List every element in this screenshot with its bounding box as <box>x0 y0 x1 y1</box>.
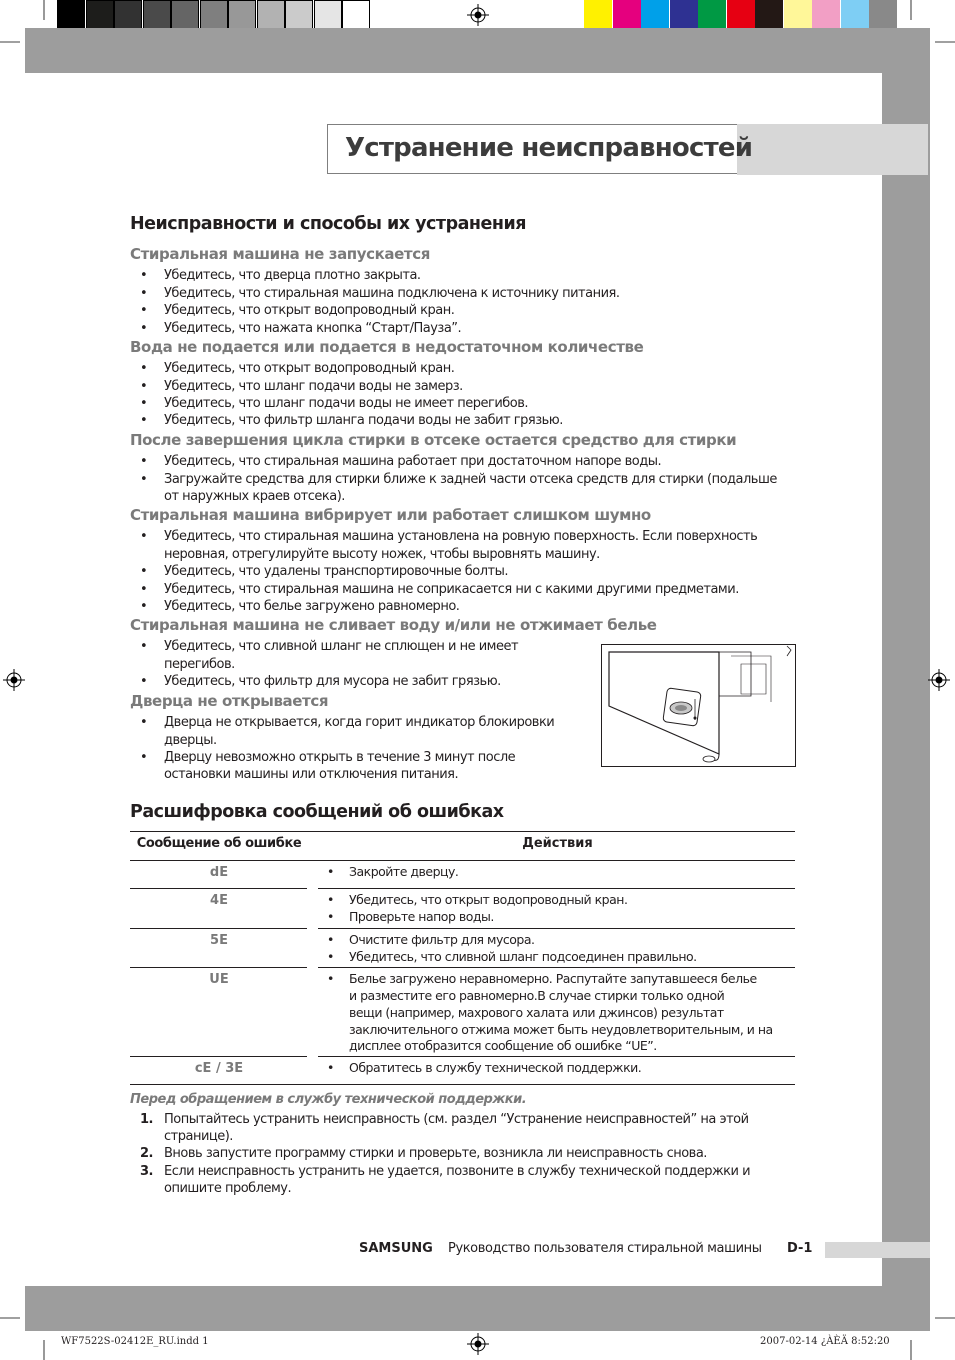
group-title: После завершения цикла стирки в отсеке остается средство для стирки <box>130 431 737 449</box>
bullet-item: • Убедитесь, что шланг подачи воды не замерз. <box>164 378 463 395</box>
title-box-gray <box>737 124 928 175</box>
group-title: Стиральная машина вибрирует или работает слишком шумно <box>130 506 651 524</box>
bullet-item: • Убедитесь, что фильтр для мусора не забит грязью. <box>164 673 501 690</box>
action-item: • Убедитесь, что сливной шланг подсоединен правильно. <box>349 949 697 966</box>
gray-swatch <box>314 0 342 30</box>
action-item: • Белье загружено неравномерно. Распутайте запутавшееся белье <box>349 971 757 988</box>
color-swatch <box>670 0 698 30</box>
action-item-continuation: вещи (например, махрового халата или джинсов) результат <box>349 1005 724 1020</box>
color-swatch <box>727 0 755 30</box>
table-rule <box>130 928 307 929</box>
color-swatch <box>698 0 726 30</box>
action-item: • Закройте дверцу. <box>349 864 458 881</box>
bullet-item: • Убедитесь, что дверца плотно закрыта. <box>164 267 421 284</box>
gray-swatch <box>86 0 114 30</box>
table-rule <box>318 928 795 929</box>
table-rule <box>130 860 795 861</box>
bullet-item-continuation: дверцы. <box>164 733 217 748</box>
table-rule <box>130 967 307 968</box>
table-rule <box>130 831 795 832</box>
numbered-step <box>140 1163 751 1180</box>
action-item-continuation: заключительного отжима может быть неудовлетворительным, и на <box>349 1022 773 1037</box>
gray-swatch <box>228 0 256 30</box>
step-text: Вновь запустите программу стирки и проверьте, возникла ли неисправность снова. <box>164 1146 707 1161</box>
footer-gray-tab <box>825 1242 930 1258</box>
gray-swatch <box>285 0 313 30</box>
slug-date: 2007-02-14 ¿ÀÈÄ 8:52:20 <box>760 1336 890 1347</box>
color-swatch <box>869 0 897 30</box>
bullet-item: • Убедитесь, что сливной шланг не сплющен и не имеет <box>164 638 518 655</box>
error-code: 4E <box>210 893 228 908</box>
bullet-item-continuation: от наружных краев отсека). <box>164 489 345 504</box>
bullet-item: • Убедитесь, что открыт водопроводный кран. <box>164 360 454 377</box>
bullet-item-continuation: остановки машины или отключения питания. <box>164 767 459 782</box>
bullet-item-continuation: перегибов. <box>164 657 235 672</box>
registration-mark-icon <box>928 669 950 691</box>
gray-swatch <box>143 0 171 30</box>
numbered-step <box>140 1145 707 1162</box>
color-swatch <box>812 0 840 30</box>
bullet-item: • Убедитесь, что удалены транспортировочные болты. <box>164 563 508 580</box>
gray-frame-bottom <box>25 1286 930 1331</box>
step-number: 3. <box>140 1164 153 1179</box>
gray-swatch <box>171 0 199 30</box>
bullet-item: • Убедитесь, что стиральная машина установлена на ровную поверхность. Если поверхность <box>164 528 757 545</box>
bullet-item: • Убедитесь, что стиральная машина работает при достаточном напоре воды. <box>164 453 661 470</box>
action-item: • Очистите фильтр для мусора. <box>349 932 534 949</box>
bullet-item: • Убедитесь, что белье загружено равномерно. <box>164 598 459 615</box>
bullet-item: • Убедитесь, что открыт водопроводный кран. <box>164 302 454 319</box>
bullet-item: • Дверца не открывается, когда горит индикатор блокировки <box>164 714 554 731</box>
group-title: Вода не подается или подается в недостаточном количестве <box>130 338 644 356</box>
column-header-code: Сообщение об ошибке <box>136 836 302 851</box>
color-swatch <box>613 0 641 30</box>
bullet-item: • Дверцу невозможно открыть в течение 3 минут после <box>164 749 515 766</box>
registration-mark-icon <box>467 1333 489 1355</box>
action-item: • Убедитесь, что открыт водопроводный кран. <box>349 892 627 909</box>
step-continuation: странице). <box>164 1129 233 1144</box>
group-title: Стиральная машина не сливает воду и/или не отжимает белье <box>130 616 657 634</box>
washing-machine-filter-illustration <box>601 644 796 767</box>
gray-frame-right <box>882 73 930 1286</box>
gray-swatch <box>114 0 142 30</box>
table-rule <box>130 1084 795 1085</box>
color-swatch <box>841 0 869 30</box>
gray-frame-top <box>25 28 930 73</box>
registration-mark-icon <box>3 669 25 691</box>
bullet-item: • Убедитесь, что нажата кнопка “Старт/Пауза”. <box>164 320 461 337</box>
bullet-item-continuation: неровная, отрегулируйте высоту ножек, чтобы выровнять машину. <box>164 547 600 562</box>
color-swatch <box>641 0 669 30</box>
bullet-item: • Убедитесь, что стиральная машина подключена к источнику питания. <box>164 285 619 302</box>
numbered-step <box>140 1111 749 1128</box>
step-text: Если неисправность устранить не удается, позвоните в службу технической поддержки и <box>164 1164 751 1179</box>
action-item-continuation: дисплее отобразится сообщение об ошибке “UE”. <box>349 1038 657 1053</box>
gray-swatch <box>57 0 85 30</box>
step-number: 2. <box>140 1146 153 1161</box>
error-code: cE / 3E <box>194 1061 244 1076</box>
gray-swatch <box>200 0 228 30</box>
step-continuation: опишите проблему. <box>164 1181 292 1196</box>
action-item-continuation: и разместите его равномерно.В случае стирки только одной <box>349 988 725 1003</box>
section-heading-error-codes: Расшифровка сообщений об ошибках <box>130 802 504 822</box>
error-code: dE <box>209 865 229 880</box>
support-heading: Перед обращением в службу технической поддержки. <box>130 1092 527 1107</box>
color-swatch <box>755 0 783 30</box>
gray-swatch <box>257 0 285 30</box>
column-header-action: Действия <box>522 836 593 851</box>
table-rule <box>318 1056 795 1057</box>
group-title: Дверца не открывается <box>130 692 329 710</box>
action-item: • Обратитесь в службу технической поддержки. <box>349 1060 641 1077</box>
bullet-item: • Убедитесь, что шланг подачи воды не имеет перегибов. <box>164 395 528 412</box>
table-rule <box>318 967 795 968</box>
footer-manual-title: Руководство пользователя стиральной машины <box>448 1241 762 1256</box>
group-title: Стиральная машина не запускается <box>130 245 430 263</box>
footer-brand: SAMSUNG <box>359 1241 433 1256</box>
color-swatch <box>784 0 812 30</box>
error-code: UE <box>209 972 229 987</box>
table-rule <box>318 888 795 889</box>
color-swatch <box>584 0 612 30</box>
registration-mark-icon <box>467 4 489 26</box>
action-item: • Проверьте напор воды. <box>349 909 494 926</box>
gray-swatch <box>342 0 370 30</box>
step-number: 1. <box>140 1112 153 1127</box>
bullet-item: • Убедитесь, что стиральная машина не соприкасается ни с какими другими предметами. <box>164 581 739 598</box>
table-rule <box>130 888 307 889</box>
bullet-item: • Загружайте средства для стирки ближе к задней части отсека средств для стирки (подальше <box>164 471 777 488</box>
slug-file-name: WF7522S-02412E_RU.indd 1 <box>61 1336 209 1347</box>
table-rule <box>130 1056 307 1057</box>
step-text: Попытайтесь устранить неисправность (см. раздел “Устранение неисправностей” на этой <box>164 1112 749 1127</box>
footer-page-number: D-1 <box>787 1241 813 1256</box>
page-title: Устранение неисправностей <box>345 133 753 163</box>
error-code: 5E <box>210 933 228 948</box>
bullet-item: • Убедитесь, что фильтр шланга подачи воды не забит грязью. <box>164 412 563 429</box>
section-heading-troubleshooting: Неисправности и способы их устранения <box>130 214 526 234</box>
